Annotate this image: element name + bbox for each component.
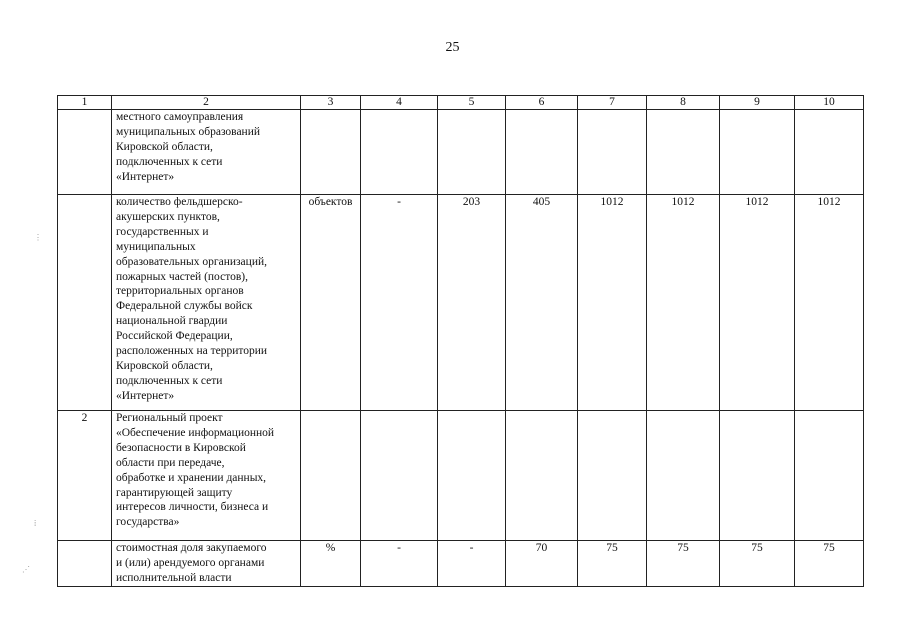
value-cell: 75: [720, 541, 795, 587]
value-cell: [438, 411, 506, 541]
scan-artifact: ⁞: [34, 519, 37, 528]
value-cell: 70: [506, 541, 578, 587]
indicator-table: [57, 95, 864, 587]
scan-artifact: ⋰: [22, 565, 30, 574]
column-header: 5: [438, 96, 506, 110]
page-number: 25: [445, 40, 460, 55]
value-cell: 75: [795, 541, 864, 587]
column-header: 9: [720, 96, 795, 110]
value-cell: 75: [578, 541, 647, 587]
value-cell: 405: [506, 195, 578, 411]
table-row: [58, 195, 864, 411]
column-header: 7: [578, 96, 647, 110]
value-cell: [795, 411, 864, 541]
value-cell: 1012: [795, 195, 864, 411]
value-cell: 203: [438, 195, 506, 411]
value-cell: [438, 110, 506, 195]
value-cell: [578, 411, 647, 541]
indicator-name-cell: местного самоуправления муниципальных образований Кировской области, подключенных к сети «Интернет»: [112, 110, 301, 195]
column-header: 3: [301, 96, 361, 110]
value-cell: -: [438, 541, 506, 587]
scan-artifact: ⋮: [34, 233, 42, 242]
column-header: 10: [795, 96, 864, 110]
value-cell: 1012: [578, 195, 647, 411]
value-cell: -: [361, 541, 438, 587]
column-header: 4: [361, 96, 438, 110]
column-header: 6: [506, 96, 578, 110]
table-row: [58, 541, 864, 587]
value-cell: [578, 110, 647, 195]
value-cell: 75: [647, 541, 720, 587]
value-cell: 1012: [720, 195, 795, 411]
table-row: [58, 110, 864, 195]
value-cell: [720, 110, 795, 195]
column-header: 1: [58, 96, 112, 110]
value-cell: [506, 411, 578, 541]
value-cell: [647, 411, 720, 541]
row-number-cell: 2: [58, 411, 112, 541]
value-cell: [647, 110, 720, 195]
value-cell: [720, 411, 795, 541]
column-header: 2: [112, 96, 301, 110]
row-number-cell: [58, 110, 112, 195]
unit-cell: [301, 411, 361, 541]
indicator-name-cell: Региональный проект «Обеспечение информационной безопасности в Кировской области при передаче, обработке и хранении данных, гарантирующей защиту интересов личности, бизнеса и государства»: [112, 411, 301, 541]
value-cell: [506, 110, 578, 195]
table-header-row: [58, 96, 864, 110]
value-cell: 1012: [647, 195, 720, 411]
value-cell: [795, 110, 864, 195]
value-cell: -: [361, 195, 438, 411]
indicator-name-cell: стоимостная доля закупаемого и (или) арендуемого органами исполнительной власти: [112, 541, 301, 587]
table-row: [58, 411, 864, 541]
value-cell: [361, 411, 438, 541]
indicator-name-cell: количество фельдшерско- акушерских пунктов, государственных и муниципальных образовательных организаций, пожарных частей (постов), территориальных органов Федеральной службы войск национальной гвардии Российской Федерации, расположенных на территории Кировской области, подключенных к сети «Интернет»: [112, 195, 301, 411]
column-header: 8: [647, 96, 720, 110]
unit-cell: [301, 110, 361, 195]
unit-cell: %: [301, 541, 361, 587]
row-number-cell: [58, 541, 112, 587]
value-cell: [361, 110, 438, 195]
row-number-cell: [58, 195, 112, 411]
unit-cell: объектов: [301, 195, 361, 411]
